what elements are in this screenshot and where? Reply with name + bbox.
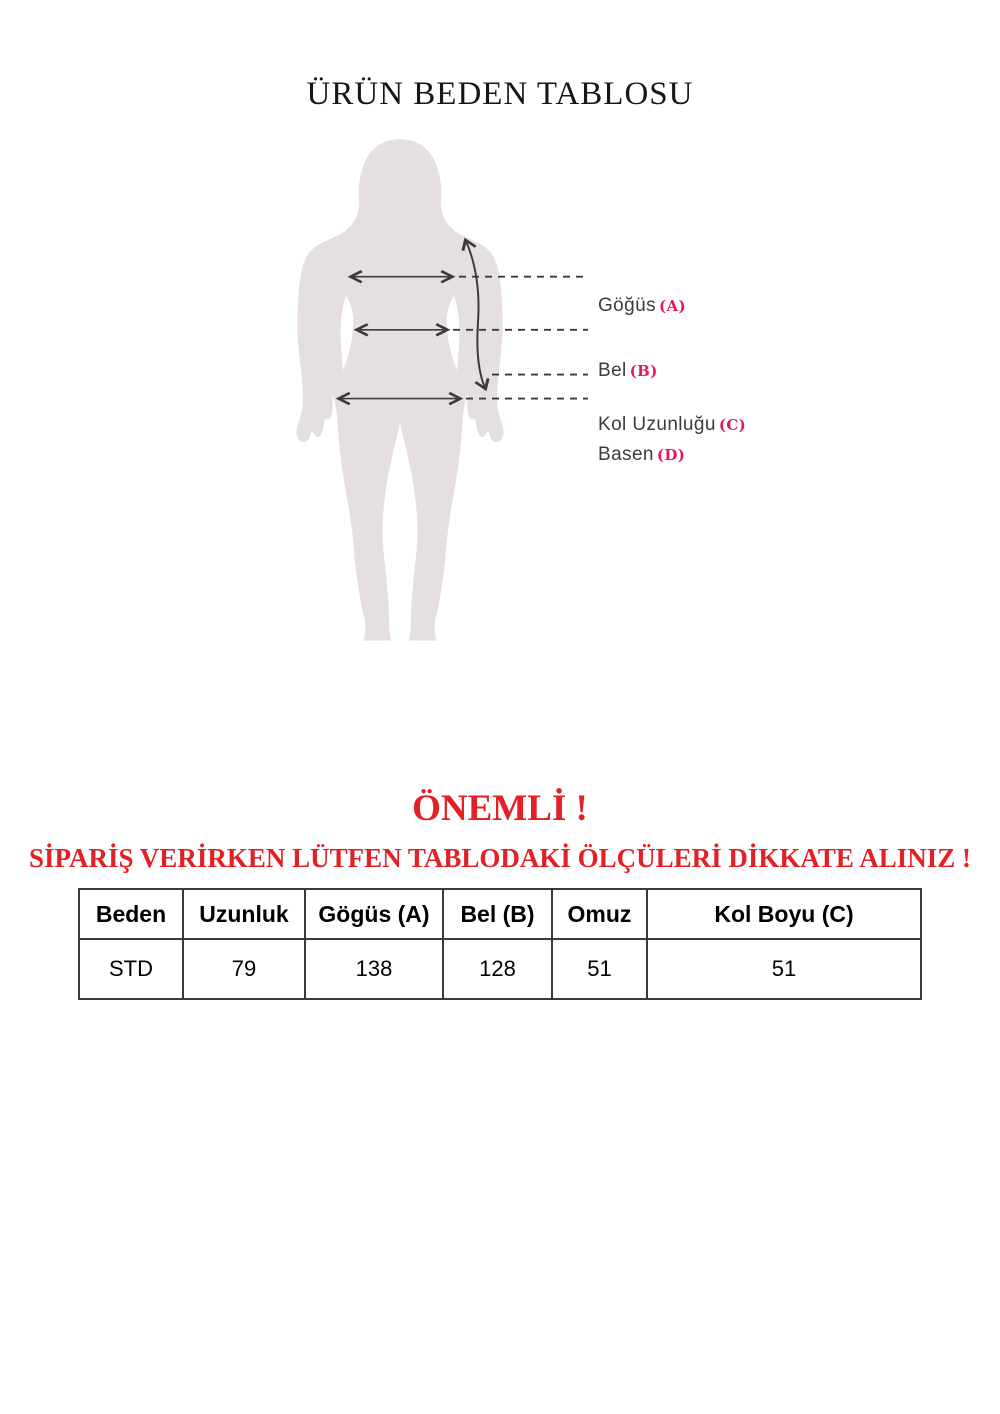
- measurement-code: (B): [629, 362, 658, 380]
- measurement-name: Kol Uzunluğu: [598, 414, 716, 435]
- measurement-name: Göğüs: [598, 295, 656, 316]
- measurement-code: (A): [658, 297, 687, 315]
- header-cell-kol-boyu: Kol Boyu (C): [647, 889, 921, 939]
- page-title: ÜRÜN BEDEN TABLOSU: [306, 76, 694, 112]
- cell-omuz: 51: [552, 939, 647, 999]
- warning-message: SİPARİŞ VERİRKEN LÜTFEN TABLODAKİ ÖLÇÜLERİ DİKKATE ALINIZ !: [29, 843, 971, 873]
- measurement-label-arm-length: [598, 414, 746, 436]
- measurement-code: (C): [718, 416, 747, 434]
- header-cell-gogus: Gögüs (A): [305, 889, 443, 939]
- measurement-label-chest: [598, 295, 686, 317]
- cell-gogus: 138: [305, 939, 443, 999]
- size-table-header-row: [79, 889, 921, 939]
- body-silhouette: [296, 139, 504, 641]
- warning-heading: ÖNEMLİ !: [412, 788, 588, 829]
- header-cell-uzunluk: Uzunluk: [183, 889, 305, 939]
- size-table-data-row: [79, 939, 921, 999]
- measurement-name: Basen: [598, 444, 654, 465]
- measurement-code: (D): [656, 446, 686, 464]
- cell-kol-boyu: 51: [647, 939, 921, 999]
- measurement-label-waist: [598, 360, 658, 382]
- header-cell-bel: Bel (B): [443, 889, 552, 939]
- cell-beden: STD: [79, 939, 183, 999]
- measurement-label-hips: [598, 444, 685, 466]
- measurement-name: Bel: [598, 360, 627, 381]
- header-cell-beden: Beden: [79, 889, 183, 939]
- cell-bel: 128: [443, 939, 552, 999]
- cell-uzunluk: 79: [183, 939, 305, 999]
- header-cell-omuz: Omuz: [552, 889, 647, 939]
- size-table: [78, 888, 922, 1000]
